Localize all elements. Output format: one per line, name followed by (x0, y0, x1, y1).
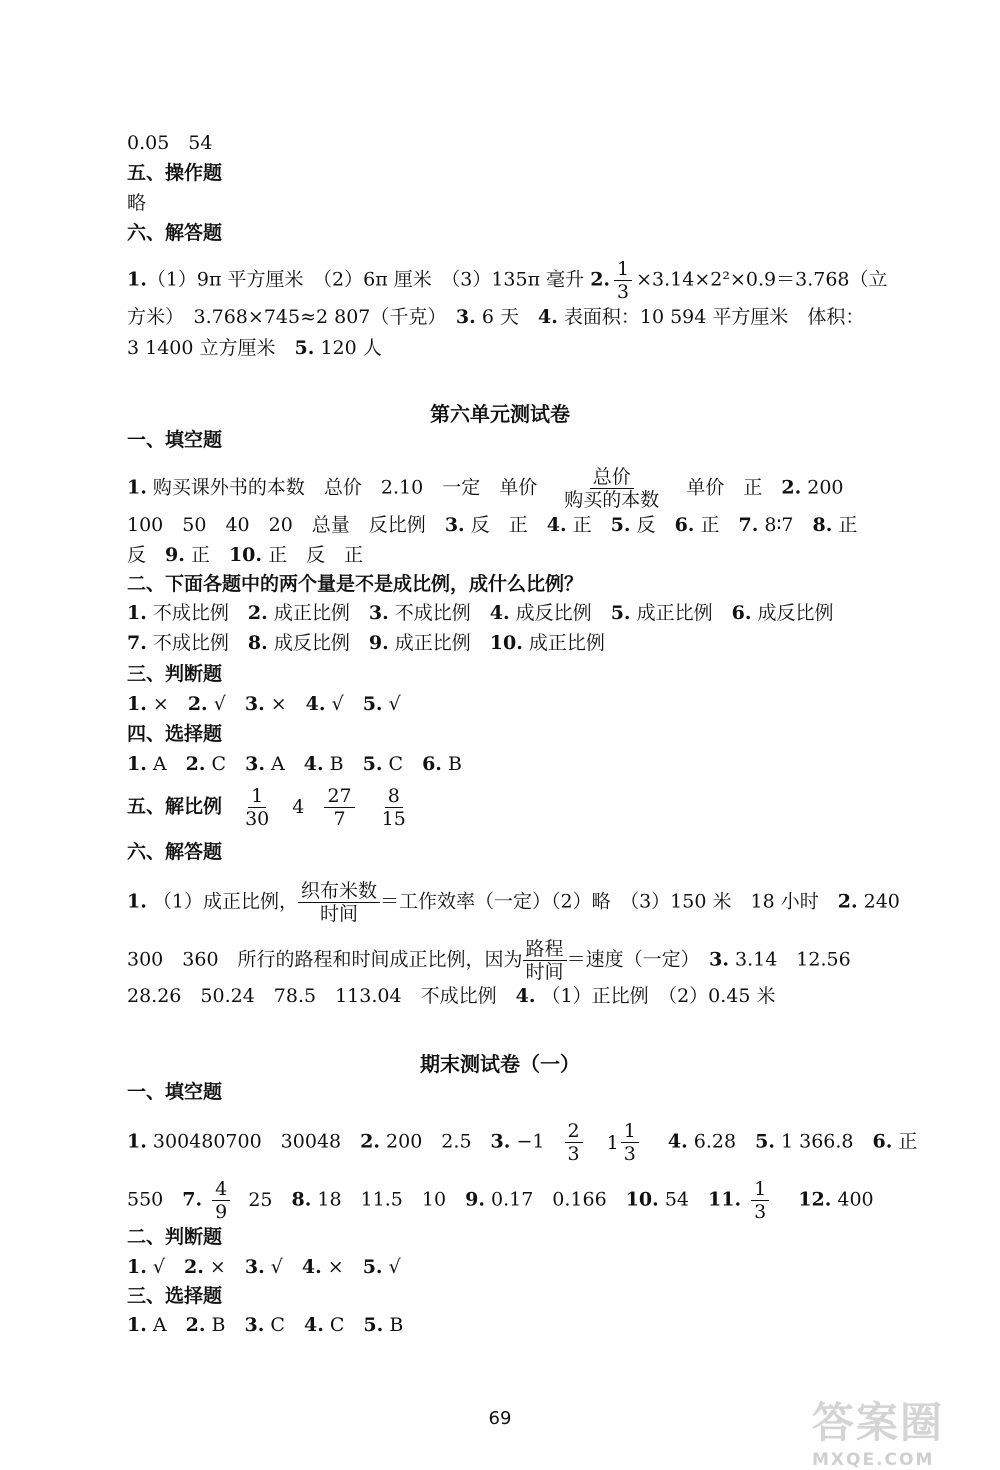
question-number: 10. (625, 1188, 659, 1211)
question-number: 5. (362, 1256, 383, 1278)
question-number: 1. (127, 693, 147, 715)
question-number: 10. (489, 632, 523, 654)
answer-line: 五、解比例 $\frac{1}{30}$ 4 $\frac{27}{7}$ $\frac{8}{15}$ (127, 785, 413, 830)
question-number: 1. (127, 602, 147, 624)
question-number: 2. (781, 476, 802, 499)
question-number: 4. (546, 514, 567, 536)
section-heading: 二、判断题 (127, 1226, 223, 1248)
question-number: 9. (465, 1188, 485, 1211)
question-number: 7. (127, 632, 147, 654)
question-number: 4. (667, 1130, 688, 1153)
answer-line: 7. 不成比例 8. 成反比例 9. 成正比例 10. 成正比例 (127, 632, 605, 654)
question-number: 5. (362, 693, 383, 715)
question-number: 2. (247, 602, 268, 624)
fraction: $\frac{1}{3}$ (751, 1178, 769, 1223)
section-title: 第六单元测试卷 (430, 402, 570, 426)
section-heading: 六、解答题 (127, 841, 223, 863)
mixed-number: 1 $\frac{1}{3}$ (607, 1120, 643, 1165)
question-number: 7. (182, 1188, 203, 1211)
section-heading: 一、填空题 (127, 429, 223, 451)
watermark-url: MXQE.COM (812, 1450, 935, 1470)
section-heading: 五、解比例 (127, 795, 223, 818)
fraction: $\frac{27}{7}$ (324, 785, 354, 830)
answer-line: 1. √ 2. × 3. √ 4. × 5. √ (127, 1256, 401, 1278)
question-number: 3. (244, 693, 265, 715)
section-heading: 三、选择题 (127, 1285, 223, 1307)
answer-line: 1. × 2. √ 3. × 4. √ 5. √ (127, 693, 401, 715)
question-number: 6. (674, 514, 695, 536)
question-number: 5. (362, 753, 383, 775)
question-number: 6. (731, 602, 752, 624)
answer-line: 1. （1）成正比例， $\frac{\text{织布米数}}{\text{时间}}$ ＝工作效率（一定）（2）略 （3）150 米 18 小时 2. 240 (127, 880, 900, 925)
answer-line: 28.26 50.24 78.5 113.04 不成比例 4. （1）正比例 （2）0.45 米 (127, 985, 776, 1007)
answer-line: 方米） 3.768×745≈2 807（千克） 3. 6 天 4. 表面积：10 594 平方厘米 体积： (127, 306, 865, 328)
question-number: 8. (247, 632, 268, 654)
page-number: 69 (488, 1408, 512, 1429)
fraction: $\frac{\text{路程}}{\text{时间}}$ (523, 938, 567, 983)
question-number: 6. (422, 753, 442, 775)
fraction: $\frac{4}{9}$ (212, 1178, 230, 1223)
answer-line: 1. 300480700 30048 2. 200 2.5 3. −1 $\frac{2}{3}$ 1 $\frac{1}{3}$ 4. 6.28 5. 1 366.8 6. 正 (127, 1120, 918, 1165)
fraction: $\frac{1}{3}$ (621, 1120, 639, 1165)
question-number: 8. (812, 514, 833, 536)
fraction: $\frac{\text{总价}}{\text{购买的本数}}$ (564, 466, 660, 511)
question-number: 3. (490, 1130, 511, 1153)
watermark-logo (812, 1390, 992, 1470)
question-number: 1. (127, 268, 147, 291)
watermark-logo-text: 答案圈 (812, 1398, 945, 1447)
question-number: 12. (798, 1188, 832, 1211)
question-number: 9. (165, 544, 185, 566)
answer-line: 3 1400 立方厘米 5. 120 人 (127, 337, 382, 359)
answer-line: 略 (127, 192, 147, 214)
question-number: 4. (303, 1314, 324, 1336)
question-number: 5. (610, 602, 631, 624)
question-number: 10. (228, 544, 263, 566)
question-number: 2. (185, 753, 206, 775)
question-number: 1. (127, 476, 147, 499)
question-number: 3. (455, 306, 476, 328)
question-number: 1. (127, 1256, 147, 1278)
question-number: 1. (127, 1314, 147, 1336)
question-number: 5. (294, 337, 315, 359)
question-number: 6. (872, 1130, 893, 1153)
answer-line: 反 9. 正 10. 正 反 正 (127, 544, 364, 566)
question-number: 2. (187, 693, 208, 715)
question-number: 3. (444, 514, 465, 536)
question-number: 2. (590, 268, 611, 291)
question-number: 5. (610, 514, 631, 536)
question-number: 11. (708, 1188, 742, 1211)
answer-line: 1. 购买课外书的本数 总价 2.10 一定 单价 $\frac{\text{总价}}{\text{购买的本数}}$ 单价 正 2. 200 (127, 466, 844, 511)
fraction: $\frac{\text{织布米数}}{\text{时间}}$ (298, 880, 380, 925)
fraction: $\frac{8}{15}$ (381, 785, 406, 830)
question-number: 8. (291, 1188, 312, 1211)
question-number: 2. (184, 1256, 204, 1278)
question-number: 3. (709, 948, 729, 971)
question-number: 4. (515, 985, 536, 1007)
question-number: 5. (363, 1314, 384, 1336)
answer-line: 1. A 2. C 3. A 4. B 5. C 6. B (127, 753, 462, 775)
question-number: 1. (127, 1130, 147, 1153)
question-number: 2. (837, 890, 858, 913)
section-heading: 四、选择题 (127, 723, 223, 745)
question-number: 7. (738, 514, 759, 536)
question-number: 4. (305, 693, 326, 715)
answer-line: 550 7. $\frac{4}{9}$ 25 8. 18 11.5 10 9. 0.17 0.166 10. 54 11. $\frac{1}{3}$ 12. 400 (127, 1178, 874, 1223)
section-heading: 一、填空题 (127, 1081, 223, 1103)
question-number: 3. (244, 1256, 265, 1278)
answer-line: 1. 不成比例 2. 成正比例 3. 不成比例 4. 成反比例 5. 成正比例 6. 成反比例 (127, 602, 834, 624)
section-heading: 六、解答题 (127, 222, 223, 244)
question-number: 3. (244, 1314, 265, 1336)
question-number: 3. (245, 753, 265, 775)
question-number: 5. (755, 1130, 775, 1153)
question-number: 9. (368, 632, 389, 654)
section-heading: 三、判断题 (127, 663, 223, 685)
section-heading: 五、操作题 (127, 162, 223, 184)
question-number: 4. (301, 1256, 322, 1278)
question-number: 1. (127, 753, 147, 775)
fraction: $\frac{1}{3}$ (614, 258, 632, 303)
answer-line: 100 50 40 20 总量 反比例 3. 反 正 4. 正 5. 反 6. 正 7. 8∶7 8. 正 (127, 514, 858, 536)
answer-line: 0.05 54 (127, 132, 213, 154)
fraction: $\frac{1}{30}$ (245, 785, 270, 830)
question-number: 4. (489, 602, 510, 624)
question-number: 2. (185, 1314, 206, 1336)
question-number: 4. (303, 753, 324, 775)
question-number: 2. (360, 1130, 380, 1153)
answer-line: 300 360 所行的路程和时间成正比例，因为 $\frac{\text{路程}}{\text{时间}}$ ＝速度（一定） 3. 3.14 12.56 (127, 938, 851, 983)
answer-line: 1.（1）9π 平方厘米 （2）6π 厘米 （3）135π 毫升 2. $\frac{1}{3}$ ×3.14×2²×0.9＝3.768（立 (127, 258, 888, 303)
fraction: $\frac{2}{3}$ (565, 1120, 583, 1165)
answer-line: 1. A 2. B 3. C 4. C 5. B (127, 1314, 404, 1336)
question-number: 1. (127, 890, 147, 913)
question-number: 3. (368, 602, 389, 624)
section-heading: 二、下面各题中的两个量是不是成比例，成什么比例？ (127, 573, 584, 595)
section-title: 期末测试卷（一） (420, 1052, 580, 1076)
question-number: 4. (537, 306, 558, 328)
